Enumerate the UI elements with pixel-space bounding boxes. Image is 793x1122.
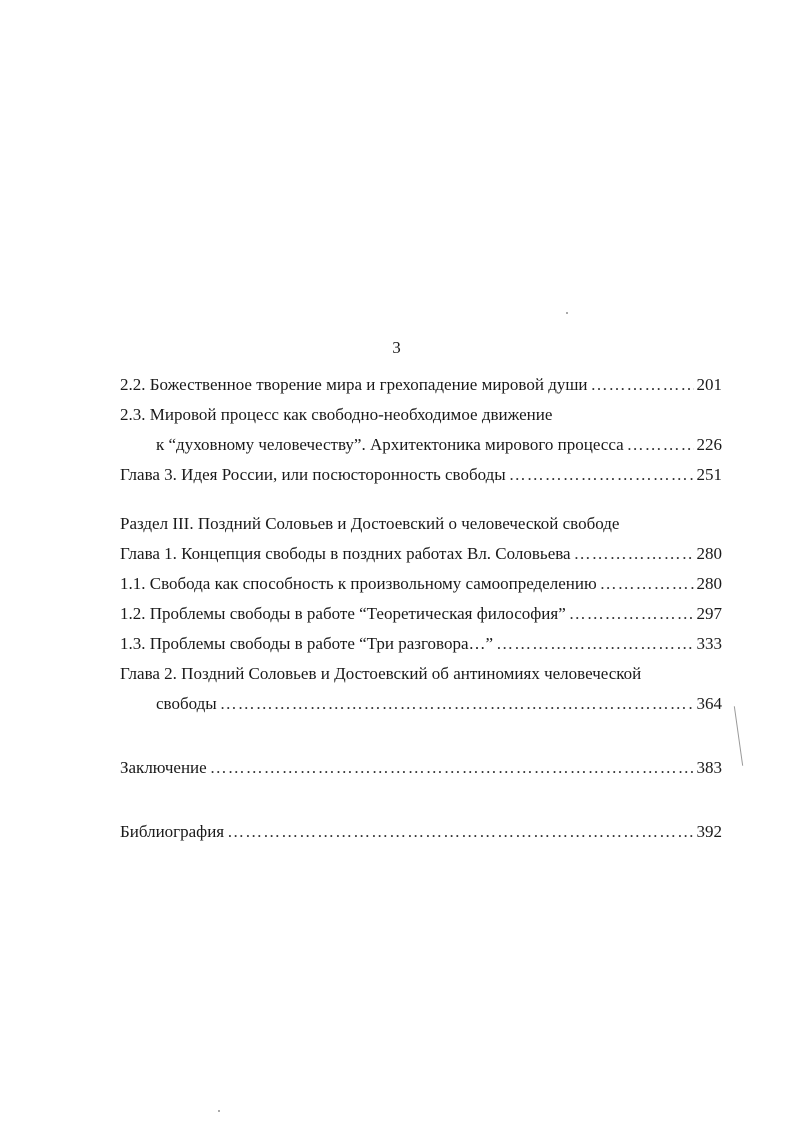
dot-leader [227,817,693,847]
scan-artifact-dot [566,312,568,314]
dot-leader [220,689,694,719]
toc-entry-section3-chapter-1 [120,539,722,569]
toc-entry-label: Раздел III. Поздний Соловьев и Достоевский о человеческой свободе [120,514,620,533]
toc-entry-page: 280 [696,544,722,563]
toc-section-3-heading [120,509,722,539]
toc-entry-1-2 [120,599,722,629]
toc-entry-page: 383 [696,758,722,777]
page-number: 3 [392,338,401,357]
toc-entry-label: 2.2. Божественное творение мира и грехопадение мировой души [120,375,588,394]
scan-artifact-line [734,706,743,766]
table-of-contents [120,370,722,847]
toc-entry-page: 333 [696,634,722,653]
toc-entry-2-3-continued [120,430,722,460]
toc-entry-page: 280 [696,574,722,593]
dot-leader [574,539,694,569]
toc-entry-label: Глава 3. Идея России, или посюсторонность свободы [120,465,506,484]
toc-entry-section3-chapter-2 [120,659,722,689]
toc-entry-1-3 [120,629,722,659]
toc-entry-label: Заключение [120,758,207,777]
dot-leader [496,629,693,659]
toc-entry-conclusion [120,753,722,783]
toc-entry-page: 201 [696,375,722,394]
toc-entry-bibliography [120,817,722,847]
toc-entry-2-2 [120,370,722,400]
toc-entry-page: 364 [696,694,722,713]
scan-artifact-dot [218,1110,220,1112]
toc-entry-2-3 [120,400,722,430]
toc-entry-label: Библиография [120,822,225,841]
toc-entry-chapter-3 [120,460,722,490]
toc-entry-label: 1.2. Проблемы свободы в работе “Теоретическая философия” [120,604,566,623]
toc-entry-label: Глава 2. Поздний Соловьев и Достоевский об антиномиях человеческой [120,664,642,683]
toc-entry-page: 392 [696,822,722,841]
dot-leader [210,753,694,783]
toc-entry-label: к “духовному человечеству”. Архитектоника мирового процесса [156,435,624,454]
toc-entry-section3-chapter-2-continued [120,689,722,719]
dot-leader [509,460,694,490]
toc-entry-page: 297 [696,604,722,623]
dot-leader [591,370,694,400]
dot-leader [600,569,694,599]
toc-entry-page: 226 [696,435,722,454]
dot-leader [569,599,694,629]
toc-entry-label: 1.3. Проблемы свободы в работе “Три разговора…” [120,634,494,653]
toc-entry-page: 251 [696,465,722,484]
dot-leader [627,430,694,460]
toc-entry-label: 2.3. Мировой процесс как свободно-необходимое движение [120,405,553,424]
toc-entry-1-1 [120,569,722,599]
toc-entry-label: Глава 1. Концепция свободы в поздних работах Вл. Соловьева [120,544,571,563]
toc-entry-label: 1.1. Свобода как способность к произвольному самоопределению [120,574,597,593]
toc-entry-label: свободы [156,694,217,713]
